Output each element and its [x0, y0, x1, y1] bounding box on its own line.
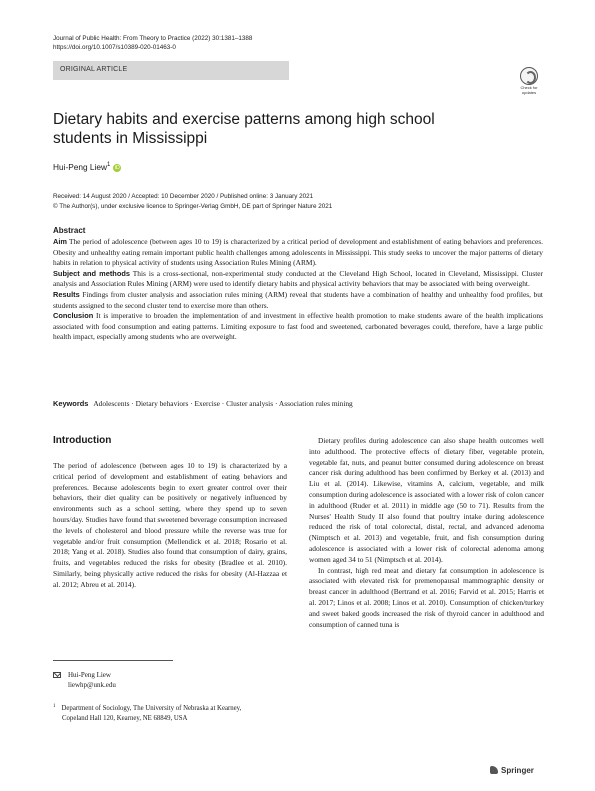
copyright-line: © The Author(s), under exclusive licence to Springer-Verlag GmbH, DE part of Springer Nature 2021	[53, 202, 333, 210]
intro-paragraph-2: Dietary profiles during adolescence can also shape health outcomes well into adulthood. The protective effects of dietary fiber, vegetable protein, vegetable fat, nuts, and peanut butter consumed during adolescence on breast cancer risk during adulthood has been confirmed by Berkey et al. (2013) and Liu et al. (2014). Likewise, vitamins A, calcium, vegetable, and milk consumption during adolescence is associated with a lower risk of colon cancer in adulthood (Ruder et al. 2011) in middle age (50 to 71). Results from the Nurses' Health Study II also found that poultry intake during adolescence reduced the risk of total colorectal, distal, rectal, and advanced adenoma (Nimptsch et al. 2013) and vegetable, fruit, and fish consumption during adolescence is associated with a lower risk of colorectal adenoma among women aged 34 to 51 (Nimptsch et al. 2014).	[309, 436, 544, 564]
check-for-updates-badge[interactable]	[513, 67, 545, 97]
envelope-icon	[53, 672, 61, 678]
article-type-band	[53, 61, 289, 80]
author-line	[53, 162, 121, 172]
methods-label: Subject and methods	[53, 268, 130, 278]
affiliation	[53, 704, 273, 724]
article-title: Dietary habits and exercise patterns among high school students in Mississippi	[53, 111, 435, 147]
affiliation-line-1: Department of Sociology, The University of Nebraska at Kearney,	[61, 705, 242, 712]
left-column	[53, 461, 287, 591]
right-column	[309, 436, 544, 630]
intro-paragraph-3: In contrast, high red meat and dietary fat consumption in adolescence is associated with elevated risk for premenopausal mammographic density or breast cancer in adulthood (Bertrand et al. 2016; Farvid et al. 2015; Harris et al. 2017; Linos et al. 2008; Linos et al. 2010). Consumption of chicken/turkey and sweet baked goods increased the risk of thyroid cancer in adulthood and consumption of canned tuna is	[309, 565, 544, 629]
orcid-icon[interactable]: iD	[114, 164, 120, 171]
methods-text: This is a cross-sectional, non-experimental study conducted at the Cleveland High School, located in Cleveland, Mississippi. Cluster analysis and Association Rules Mining (ARM) were used to identify dietary habits and physical activity behaviors that may be associated with being overweight.	[53, 268, 543, 289]
journal-citation: Journal of Public Health: From Theory to Practice (2022) 30:1381–1388	[53, 35, 253, 42]
check-for-updates-label: Check for updates	[520, 85, 538, 95]
author-name[interactable]: Hui-Peng Liew	[53, 162, 107, 172]
conclusion-text: It is imperative to broaden the implementation of and investment in effective health promotion to make students aware of the health implications associated with food consumption and eating patterns. Limiting exposure to fast food and sweetened, carbonated beverages could, therefore, have a large public health impact, especially among students who are overweight.	[53, 311, 543, 342]
keywords-line	[53, 399, 543, 409]
doi-link[interactable]: https://doi.org/10.1007/s10389-020-01463-0	[53, 44, 176, 51]
affiliation-sup: 1	[53, 703, 56, 709]
abstract-methods	[53, 269, 543, 290]
correspondence	[53, 670, 116, 690]
update-icon	[520, 67, 538, 85]
conclusion-label: Conclusion	[53, 311, 94, 321]
corresponding-author: Hui-Peng Liew	[68, 671, 111, 679]
aim-label: Aim	[53, 237, 67, 246]
keywords-text: Adolescents · Dietary behaviors · Exercise · Cluster analysis · Association rules mining	[93, 399, 353, 408]
abstract-body	[53, 237, 543, 343]
publisher-name: Springer	[501, 766, 534, 775]
keywords-label: Keywords	[53, 399, 89, 408]
introduction-heading: Introduction	[53, 435, 112, 446]
publication-dates	[53, 192, 332, 211]
footnote-divider	[53, 660, 173, 661]
affiliation-line-2: Copeland Hall 120, Kearney, NE 68849, USA	[62, 715, 188, 722]
author-affiliation-sup: 1	[106, 162, 111, 169]
abstract-results	[53, 290, 543, 311]
intro-paragraph-1: The period of adolescence (between ages 10 to 19) is characterized by a critical period of development and establishment of eating behaviors and preferences. Because adolescents begin to exert greater control over their behaviors, their diet quality can be positively or negatively influenced by environments such as a school setting, where they spend up to seven hours/day. Studies have found that sweetened beverage consumption increased the levels of cholesterol and blood pressure while the reverse was true for vegetable and/or fruit consumption (Mellendick et al. 2018; Rosario et al. 2018; Yang et al. 2018). Studies also found that consumption of dairy, grains, fruits, and vegetables reduced the risks for obesity (Bradlee et al. 2010). Similarly, being physically active reduced the risks for obesity (Al-Hazzaa et al. 2012; Abreu et al. 2014).	[53, 461, 287, 589]
springer-horse-icon	[490, 766, 498, 774]
abstract-aim	[53, 237, 543, 269]
dates-line: Received: 14 August 2020 / Accepted: 10 December 2020 / Published online: 3 January 2021	[53, 193, 314, 200]
abstract-conclusion	[53, 311, 543, 343]
results-text: Findings from cluster analysis and association rules mining (ARM) reveal that students have a combination of healthy and unhealthy food profiles, but students assigned to the second cluster tend to exercise more than others.	[53, 289, 543, 310]
author-email[interactable]: liewhp@unk.edu	[68, 681, 116, 689]
abstract-heading: Abstract	[53, 226, 86, 235]
article-type-label: ORIGINAL ARTICLE	[60, 66, 128, 73]
publisher-logo	[490, 766, 534, 775]
results-label: Results	[53, 289, 80, 299]
aim-text: The period of adolescence (between ages 10 to 19) is characterized by a critical period of development and establishment of eating behaviors and preferences. Obesity and unhealthy eating remain important public health challenges among adolescents in Mississippi. This study seeks to uncover the major patterns of dietary habits in relation to physical activity of students using Association Rules Mining (ARM).	[53, 237, 543, 268]
